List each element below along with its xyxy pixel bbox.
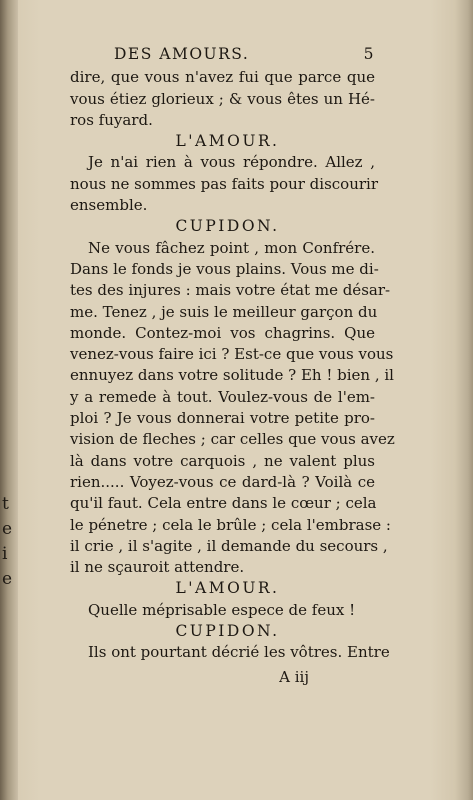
- text-lines: [70, 67, 395, 663]
- text-line: le pénetre ; cela le brûle ; cela l'embrase :: [70, 515, 391, 534]
- text-line: tes des injures : mais votre état me désar-: [70, 281, 391, 300]
- text-line: là dans votre carquois , ne valent plus: [70, 451, 375, 470]
- facing-page-letter: t: [2, 494, 9, 514]
- facing-page-edge: [0, 0, 18, 800]
- text-line: rien..... Voyez-vous ce dard-là ? Voilà ce: [70, 472, 375, 491]
- speaker-name: L'AMOUR.: [175, 132, 280, 151]
- facing-page-letter: e: [2, 569, 13, 589]
- text-line: Ils ont pourtant décrié les vôtres. Entre: [88, 643, 390, 662]
- text-line: qu'il faut. Cela entre dans le cœur ; cela: [70, 494, 377, 513]
- text-line: vision de fleches ; car celles que vous avez: [70, 430, 395, 449]
- speaker-name: L'AMOUR.: [175, 579, 280, 598]
- text-line: monde. Contez-moi vos chagrins. Que: [70, 323, 375, 342]
- text-line: Quelle méprisable espece de feux !: [88, 600, 356, 619]
- text-line: il ne sçauroit attendre.: [70, 558, 245, 577]
- text-line: venez-vous faire ici ? Est-ce que vous vous: [70, 345, 394, 364]
- running-header: [70, 44, 375, 65]
- speaker-name: CUPIDON.: [175, 622, 280, 641]
- text-line: ploi ? Je vous donnerai votre petite pro-: [70, 409, 375, 428]
- text-line: ensemble.: [70, 196, 148, 215]
- text-line: Ne vous fâchez point , mon Confrére.: [88, 238, 375, 257]
- text-line: nous ne sommes pas faits pour discourir: [70, 174, 378, 193]
- facing-page-letter: i: [2, 544, 8, 564]
- page-text: [70, 44, 395, 688]
- text-line: Dans le fonds je vous plains. Vous me di-: [70, 259, 379, 278]
- text-line: il crie , il s'agite , il demande du secours ,: [70, 536, 388, 555]
- text-line: Je n'ai rien à vous répondre. Allez ,: [88, 153, 375, 172]
- text-line: ennuyez dans votre solitude ? Eh ! bien , il: [70, 366, 394, 385]
- text-line: ros fuyard.: [70, 110, 153, 129]
- text-line: vous étiez glorieux ; & vous êtes un Hé-: [70, 89, 375, 108]
- text-line: me. Tenez , je suis le meilleur garçon du: [70, 302, 378, 321]
- speaker-name: CUPIDON.: [175, 217, 280, 236]
- text-line: dire, que vous n'avez fui que parce que: [70, 68, 375, 87]
- facing-page-letter: e: [2, 519, 13, 539]
- page-number: 5: [363, 45, 375, 63]
- signature-mark: A iij: [279, 667, 309, 686]
- running-title: DES AMOURS.: [114, 45, 250, 63]
- text-line: y a remede à tout. Voulez-vous de l'em-: [70, 387, 375, 406]
